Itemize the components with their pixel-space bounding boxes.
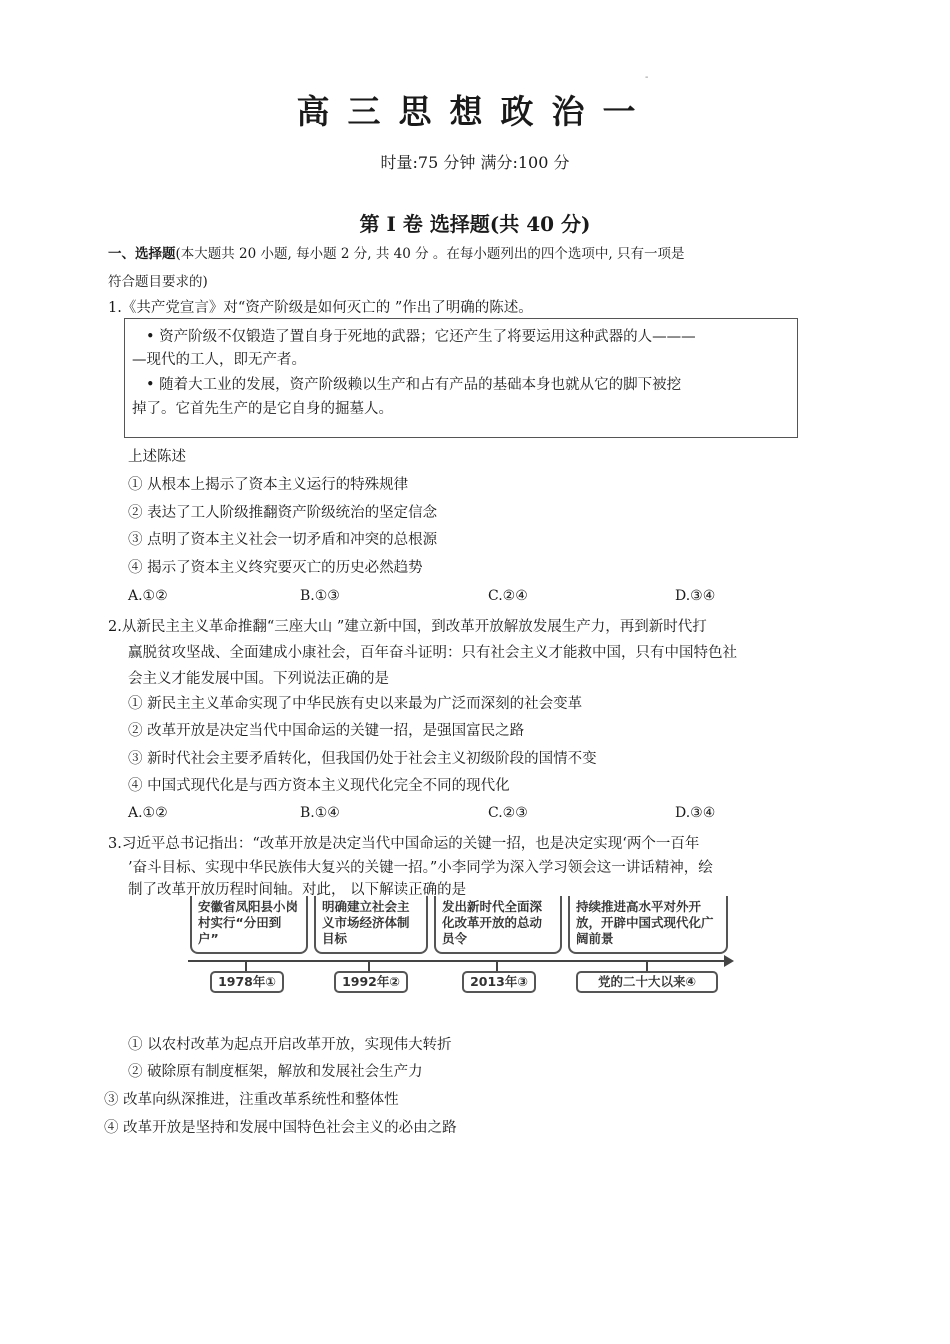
q1-item: ② 表达了工人阶级推翻资产阶级统治的坚定信念 xyxy=(128,505,438,521)
q3-item: ③ 改革向纵深推进，注重改革系统性和整体性 xyxy=(104,1092,399,1108)
instructions-line-1 xyxy=(108,244,685,264)
q2-item: ② 改革开放是决定当代中国命运的关键一招，是强国富民之路 xyxy=(128,723,525,739)
q1-option-a: A.①② xyxy=(128,588,168,604)
q2-item: ③ 新时代社会主要矛盾转化，但我国仍处于社会主义初级阶段的国情不变 xyxy=(128,751,597,767)
q3-item: ① 以农村改革为起点开启改革开放，实现伟大转折 xyxy=(128,1037,452,1053)
timeline-year: 1992年② xyxy=(334,971,408,993)
timeline-tick xyxy=(245,960,247,971)
q3-stem-line: 制了改革开放历程时间轴。对此， 以下解读正确的是 xyxy=(128,882,467,898)
timeline-year: 党的二十大以来④ xyxy=(576,971,718,993)
q2-item: ④ 中国式现代化是与西方资本主义现代化完全不同的现代化 xyxy=(128,778,510,794)
q1-item: ① 从根本上揭示了资本主义运行的特殊规律 xyxy=(128,477,409,493)
q1-lead: 上述陈述 xyxy=(128,449,186,465)
timeline-tick xyxy=(496,960,498,971)
instructions-label: 一、选择题 xyxy=(108,246,176,262)
timeline-arrow-icon xyxy=(724,955,734,967)
timeline-event-2013: 发出新时代全面深化改革开放的总动员令 xyxy=(434,896,562,954)
instructions-text: (本大题共 20 小题, 每小题 2 分, 共 40 分 。在每小题列出的四个选项中, 只有一项是 xyxy=(175,246,685,262)
timeline-event-1978: 安徽省凤阳县小岗村实行“分田到户” xyxy=(190,896,308,954)
scan-mark: - xyxy=(645,72,649,83)
q1-item: ④ 揭示了资本主义终究要灭亡的历史必然趋势 xyxy=(128,560,423,576)
timeline-event-20th-congress: 持续推进高水平对外开放，开辟中国式现代化广阔前景 xyxy=(568,896,728,954)
q1-stem: 1.《共产党宣言》对“资产阶级是如何灭亡的 ”作出了明确的陈述。 xyxy=(108,300,533,316)
timeline-year: 2013年③ xyxy=(462,971,536,993)
q2-option-d: D.③④ xyxy=(675,805,716,821)
timeline-tick xyxy=(646,960,648,971)
q2-stem-line: 赢脱贫攻坚战、全面建成小康社会，百年奋斗证明：只有社会主义才能救中国，只有中国特色社 xyxy=(128,645,737,661)
q2-stem-line: 会主义才能发展中国。下列说法正确的是 xyxy=(128,671,389,687)
exam-info: 时量:75 分钟 满分:100 分 xyxy=(380,153,570,172)
q1-quote-line: • 资产阶级不仅锻造了置自身于死地的武器；它还产生了将要运用这种武器的人——— xyxy=(146,329,696,345)
q3-item: ② 破除原有制度框架，解放和发展社会生产力 xyxy=(128,1064,423,1080)
timeline-year: 1978年① xyxy=(210,971,284,993)
q2-option-c: C.②③ xyxy=(488,805,528,821)
q1-quote-line: • 随着大工业的发展，资产阶级赖以生产和占有产品的基础本身也就从它的脚下被挖 xyxy=(146,377,682,393)
q1-option-b: B.①③ xyxy=(300,588,340,604)
q1-option-d: D.③④ xyxy=(675,588,716,604)
q1-option-c: C.②④ xyxy=(488,588,528,604)
q2-stem-line: 2.从新民主主义革命推翻“三座大山 ”建立新中国，到改革开放解放发展生产力，再到新时代打 xyxy=(108,619,707,635)
section-heading: 第 Ⅰ 卷 选择题(共 40 分) xyxy=(359,212,591,236)
q2-item: ① 新民主主义革命实现了中华民族有史以来最为广泛而深刻的社会变革 xyxy=(128,696,583,712)
reform-timeline xyxy=(188,896,736,998)
q3-stem-line: 3.习近平总书记指出：“改革开放是决定当代中国命运的关键一招，也是决定实现‘两个一百年 xyxy=(108,836,700,852)
q1-quote-line: —现代的工人，即无产者。 xyxy=(132,352,306,368)
timeline-event-1992: 明确建立社会主义市场经济体制目标 xyxy=(314,896,428,954)
timeline-tick xyxy=(368,960,370,971)
q3-item: ④ 改革开放是坚持和发展中国特色社会主义的必由之路 xyxy=(104,1120,457,1136)
q1-quote-line: 掉了。它首先生产的是它自身的掘墓人。 xyxy=(132,401,393,417)
q3-stem-line: ’奋斗目标、实现中华民族伟大复兴的关键一招。”小李同学为深入学习领会这一讲话精神，绘 xyxy=(128,860,713,876)
instructions-line-2: 符合题目要求的) xyxy=(108,274,208,290)
q1-item: ③ 点明了资本主义社会一切矛盾和冲突的总根源 xyxy=(128,532,438,548)
q2-option-b: B.①④ xyxy=(300,805,340,821)
q2-option-a: A.①② xyxy=(128,805,168,821)
page-title: 高三思想政治一 xyxy=(296,92,654,131)
